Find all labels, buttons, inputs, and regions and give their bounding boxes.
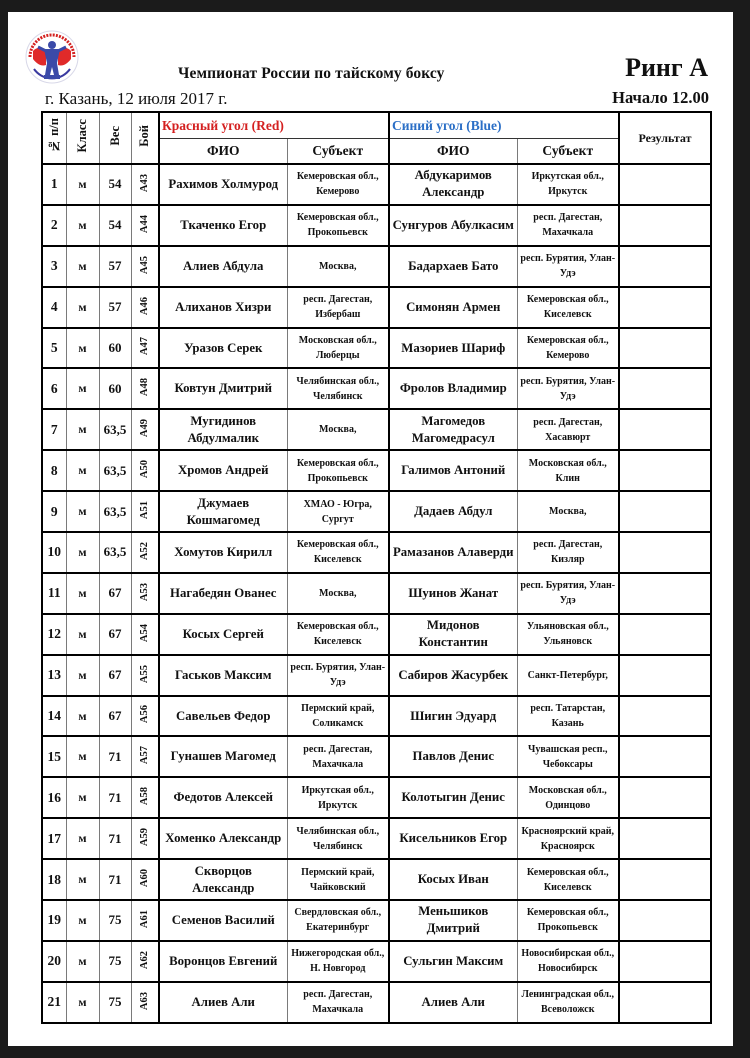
red-fighter-name: Уразов Серек bbox=[159, 328, 287, 369]
red-fighter-name: Скворцов Александр bbox=[159, 859, 287, 900]
blue-corner-header: Синий угол (Blue) bbox=[389, 112, 619, 139]
class-cell: м bbox=[66, 328, 99, 369]
row-number: 5 bbox=[42, 328, 66, 369]
fight-id-cell bbox=[131, 491, 159, 532]
class-cell: м bbox=[66, 164, 99, 205]
table-row bbox=[42, 859, 711, 900]
red-fighter-region: Кемеровская обл., Киселевск bbox=[287, 532, 389, 573]
row-number: 7 bbox=[42, 409, 66, 450]
fight-id-cell bbox=[131, 777, 159, 818]
blue-fighter-name: Сульгин Максим bbox=[389, 941, 517, 982]
class-cell: м bbox=[66, 696, 99, 737]
blue-fighter-name: Шуинов Жанат bbox=[389, 573, 517, 614]
class-cell: м bbox=[66, 532, 99, 573]
blue-fighter-name: Фролов Владимир bbox=[389, 368, 517, 409]
row-number: 11 bbox=[42, 573, 66, 614]
row-number: 19 bbox=[42, 900, 66, 941]
blue-fighter-region: респ. Дагестан, Махачкала bbox=[517, 205, 619, 246]
weight-cell: 67 bbox=[99, 573, 131, 614]
row-number: 17 bbox=[42, 818, 66, 859]
red-fighter-region: респ. Бурятия, Улан-Удэ bbox=[287, 655, 389, 696]
col-header-class: Класс bbox=[66, 112, 99, 164]
class-cell: м bbox=[66, 491, 99, 532]
table-row bbox=[42, 777, 711, 818]
fight-id-label: А63 bbox=[139, 991, 151, 1010]
red-fighter-name: Воронцов Евгений bbox=[159, 941, 287, 982]
red-fighter-name: Хромов Андрей bbox=[159, 450, 287, 491]
fight-id-label: А56 bbox=[139, 705, 151, 724]
red-fighter-name: Рахимов Холмурод bbox=[159, 164, 287, 205]
col-header-weight: Вес bbox=[99, 112, 131, 164]
weight-cell: 63,5 bbox=[99, 450, 131, 491]
red-fighter-region: респ. Дагестан, Махачкала bbox=[287, 736, 389, 777]
fight-id-label: А59 bbox=[139, 828, 151, 847]
red-fighter-name: Джумаев Кошмагомед bbox=[159, 491, 287, 532]
result-cell[interactable] bbox=[619, 777, 711, 818]
fight-id-label: А57 bbox=[139, 746, 151, 765]
row-number: 2 bbox=[42, 205, 66, 246]
fight-id-label: А44 bbox=[139, 214, 151, 233]
fight-id-label: А43 bbox=[139, 173, 151, 192]
red-fighter-name: Хоменко Александр bbox=[159, 818, 287, 859]
blue-fighter-name: Колотыгин Денис bbox=[389, 777, 517, 818]
row-number: 9 bbox=[42, 491, 66, 532]
blue-fighter-name: Галимов Антоний bbox=[389, 450, 517, 491]
class-cell: м bbox=[66, 450, 99, 491]
ring-label: Ринг А bbox=[625, 53, 708, 82]
result-cell[interactable] bbox=[619, 900, 711, 941]
row-number: 4 bbox=[42, 287, 66, 328]
row-number: 8 bbox=[42, 450, 66, 491]
result-cell[interactable] bbox=[619, 205, 711, 246]
fight-id-cell bbox=[131, 246, 159, 287]
red-fighter-region: Москва, bbox=[287, 409, 389, 450]
blue-fighter-name: Павлов Денис bbox=[389, 736, 517, 777]
result-cell[interactable] bbox=[619, 655, 711, 696]
red-fighter-region: Кемеровская обл., Прокопьевск bbox=[287, 450, 389, 491]
fight-id-cell bbox=[131, 328, 159, 369]
table-row bbox=[42, 409, 711, 450]
fight-id-cell bbox=[131, 655, 159, 696]
result-cell[interactable] bbox=[619, 573, 711, 614]
row-number: 13 bbox=[42, 655, 66, 696]
fight-id-label: А48 bbox=[139, 378, 151, 397]
red-fighter-region: Свердловская обл., Екатеринбург bbox=[287, 900, 389, 941]
fight-id-label: А60 bbox=[139, 869, 151, 888]
class-cell: м bbox=[66, 368, 99, 409]
table-header-row bbox=[42, 112, 711, 139]
fight-id-cell bbox=[131, 982, 159, 1023]
class-cell: м bbox=[66, 287, 99, 328]
document-title: Чемпионат России по тайскому боксу bbox=[178, 65, 445, 82]
fight-id-cell bbox=[131, 614, 159, 655]
blue-fighter-name: Рамазанов Алаверди bbox=[389, 532, 517, 573]
blue-fighter-name: Шигин Эдуард bbox=[389, 696, 517, 737]
fight-id-label: А62 bbox=[139, 950, 151, 969]
fight-id-label: А51 bbox=[139, 501, 151, 520]
weight-cell: 71 bbox=[99, 736, 131, 777]
table-row bbox=[42, 655, 711, 696]
red-fighter-region: Нижегородская обл., Н. Новгород bbox=[287, 941, 389, 982]
weight-cell: 67 bbox=[99, 614, 131, 655]
blue-fighter-region: респ. Бурятия, Улан-Удэ bbox=[517, 368, 619, 409]
red-fighter-name: Гаськов Максим bbox=[159, 655, 287, 696]
weight-cell: 60 bbox=[99, 368, 131, 409]
blue-fighter-region: Красноярский край, Красноярск bbox=[517, 818, 619, 859]
red-fighter-region: Пермский край, Чайковский bbox=[287, 859, 389, 900]
weight-cell: 75 bbox=[99, 900, 131, 941]
col-header-red-region: Субъект bbox=[287, 139, 389, 165]
row-number: 18 bbox=[42, 859, 66, 900]
red-fighter-name: Семенов Василий bbox=[159, 900, 287, 941]
federation-logo-icon bbox=[24, 29, 80, 85]
class-cell: м bbox=[66, 859, 99, 900]
table-row bbox=[42, 573, 711, 614]
class-cell: м bbox=[66, 246, 99, 287]
fight-id-label: А54 bbox=[139, 623, 151, 642]
blue-fighter-name: Сабиров Жасурбек bbox=[389, 655, 517, 696]
fight-id-cell bbox=[131, 532, 159, 573]
blue-fighter-region: респ. Дагестан, Кизляр bbox=[517, 532, 619, 573]
weight-cell: 75 bbox=[99, 941, 131, 982]
result-cell[interactable] bbox=[619, 409, 711, 450]
result-cell[interactable] bbox=[619, 696, 711, 737]
result-cell[interactable] bbox=[619, 982, 711, 1023]
red-fighter-name: Алиев Али bbox=[159, 982, 287, 1023]
table-row bbox=[42, 696, 711, 737]
weight-cell: 67 bbox=[99, 655, 131, 696]
table-row bbox=[42, 491, 711, 532]
result-cell[interactable] bbox=[619, 736, 711, 777]
class-cell: м bbox=[66, 736, 99, 777]
row-number: 1 bbox=[42, 164, 66, 205]
weight-cell: 60 bbox=[99, 328, 131, 369]
table-row bbox=[42, 900, 711, 941]
red-fighter-region: Челябинская обл., Челябинск bbox=[287, 818, 389, 859]
red-fighter-region: ХМАО - Югра, Сургут bbox=[287, 491, 389, 532]
table-row bbox=[42, 368, 711, 409]
fight-id-cell bbox=[131, 450, 159, 491]
class-cell: м bbox=[66, 982, 99, 1023]
class-cell: м bbox=[66, 205, 99, 246]
blue-fighter-name: Бадархаев Бато bbox=[389, 246, 517, 287]
table-row bbox=[42, 941, 711, 982]
result-cell[interactable] bbox=[619, 532, 711, 573]
fight-id-cell bbox=[131, 900, 159, 941]
weight-cell: 57 bbox=[99, 287, 131, 328]
blue-fighter-region: Кемеровская обл., Кемерово bbox=[517, 328, 619, 369]
red-fighter-region: Кемеровская обл., Киселевск bbox=[287, 614, 389, 655]
blue-fighter-name: Кисельников Егор bbox=[389, 818, 517, 859]
red-fighter-name: Ткаченко Егор bbox=[159, 205, 287, 246]
col-header-red-name: ФИО bbox=[159, 139, 287, 165]
class-cell: м bbox=[66, 655, 99, 696]
class-cell: м bbox=[66, 941, 99, 982]
table-row bbox=[42, 450, 711, 491]
row-number: 16 bbox=[42, 777, 66, 818]
fight-id-label: А53 bbox=[139, 582, 151, 601]
fight-id-label: А47 bbox=[139, 337, 151, 356]
red-fighter-name: Алиханов Хизри bbox=[159, 287, 287, 328]
place-date: г. Казань, 12 июля 2017 г. bbox=[45, 89, 228, 108]
col-header-fight: Бой bbox=[131, 112, 159, 164]
result-cell[interactable] bbox=[619, 287, 711, 328]
blue-fighter-region: Кемеровская обл., Киселевск bbox=[517, 287, 619, 328]
weight-cell: 75 bbox=[99, 982, 131, 1023]
result-cell[interactable] bbox=[619, 859, 711, 900]
blue-fighter-region: Московская обл., Одинцово bbox=[517, 777, 619, 818]
blue-fighter-region: Кемеровская обл., Киселевск bbox=[517, 859, 619, 900]
blue-fighter-region: Ленинградская обл., Всеволожск bbox=[517, 982, 619, 1023]
fight-id-cell bbox=[131, 164, 159, 205]
fight-id-cell bbox=[131, 368, 159, 409]
red-fighter-region: Москва, bbox=[287, 246, 389, 287]
fight-id-cell bbox=[131, 941, 159, 982]
red-fighter-name: Косых Сергей bbox=[159, 614, 287, 655]
fight-id-cell bbox=[131, 409, 159, 450]
weight-cell: 71 bbox=[99, 818, 131, 859]
blue-fighter-region: респ. Бурятия, Улан-Удэ bbox=[517, 246, 619, 287]
result-cell[interactable] bbox=[619, 941, 711, 982]
col-header-blue-region: Субъект bbox=[517, 139, 619, 165]
fight-schedule-table bbox=[41, 111, 712, 1024]
red-fighter-name: Хомутов Кирилл bbox=[159, 532, 287, 573]
blue-fighter-name: Абдукаримов Александр bbox=[389, 164, 517, 205]
row-number: 20 bbox=[42, 941, 66, 982]
col-header-num: № п/п bbox=[42, 112, 66, 164]
row-number: 21 bbox=[42, 982, 66, 1023]
table-row bbox=[42, 982, 711, 1023]
result-cell[interactable] bbox=[619, 328, 711, 369]
weight-cell: 57 bbox=[99, 246, 131, 287]
fight-id-cell bbox=[131, 696, 159, 737]
red-fighter-region: Пермский край, Соликамск bbox=[287, 696, 389, 737]
table-row bbox=[42, 287, 711, 328]
row-number: 3 bbox=[42, 246, 66, 287]
red-fighter-name: Ковтун Дмитрий bbox=[159, 368, 287, 409]
row-number: 6 bbox=[42, 368, 66, 409]
weight-cell: 54 bbox=[99, 205, 131, 246]
red-fighter-region: Иркутская обл., Иркутск bbox=[287, 777, 389, 818]
fight-id-label: А49 bbox=[139, 419, 151, 438]
red-fighter-region: Челябинская обл., Челябинск bbox=[287, 368, 389, 409]
red-corner-header: Красный угол (Red) bbox=[159, 112, 389, 139]
result-cell[interactable] bbox=[619, 614, 711, 655]
weight-cell: 63,5 bbox=[99, 491, 131, 532]
class-cell: м bbox=[66, 900, 99, 941]
table-row bbox=[42, 736, 711, 777]
table-row bbox=[42, 205, 711, 246]
result-cell[interactable] bbox=[619, 491, 711, 532]
fight-id-cell bbox=[131, 287, 159, 328]
blue-fighter-region: Новосибирская обл., Новосибирск bbox=[517, 941, 619, 982]
blue-fighter-name: Алиев Али bbox=[389, 982, 517, 1023]
fight-id-label: А50 bbox=[139, 460, 151, 479]
result-cell[interactable] bbox=[619, 164, 711, 205]
fight-id-cell bbox=[131, 573, 159, 614]
blue-fighter-name: Мидонов Константин bbox=[389, 614, 517, 655]
blue-fighter-name: Меньшиков Дмитрий bbox=[389, 900, 517, 941]
blue-fighter-region: респ. Бурятия, Улан-Удэ bbox=[517, 573, 619, 614]
fight-id-cell bbox=[131, 818, 159, 859]
red-fighter-name: Алиев Абдула bbox=[159, 246, 287, 287]
fight-id-label: А58 bbox=[139, 787, 151, 806]
table-row bbox=[42, 328, 711, 369]
weight-cell: 63,5 bbox=[99, 409, 131, 450]
blue-fighter-region: Кемеровская обл., Прокопьевск bbox=[517, 900, 619, 941]
red-fighter-name: Гунашев Магомед bbox=[159, 736, 287, 777]
red-fighter-name: Савельев Федор bbox=[159, 696, 287, 737]
row-number: 12 bbox=[42, 614, 66, 655]
table-row bbox=[42, 614, 711, 655]
class-cell: м bbox=[66, 777, 99, 818]
red-fighter-region: Москва, bbox=[287, 573, 389, 614]
result-cell[interactable] bbox=[619, 450, 711, 491]
fight-id-label: А55 bbox=[139, 664, 151, 683]
result-cell[interactable] bbox=[619, 246, 711, 287]
fight-id-label: А52 bbox=[139, 541, 151, 560]
red-fighter-region: респ. Дагестан, Махачкала bbox=[287, 982, 389, 1023]
red-fighter-region: Московская обл., Люберцы bbox=[287, 328, 389, 369]
red-fighter-name: Мугидинов Абдулмалик bbox=[159, 409, 287, 450]
blue-fighter-region: Московская обл., Клин bbox=[517, 450, 619, 491]
red-fighter-name: Нагабедян Ованес bbox=[159, 573, 287, 614]
blue-fighter-name: Симонян Армен bbox=[389, 287, 517, 328]
blue-fighter-region: Чувашская респ., Чебоксары bbox=[517, 736, 619, 777]
fight-id-label: А46 bbox=[139, 296, 151, 315]
blue-fighter-region: Иркутская обл., Иркутск bbox=[517, 164, 619, 205]
blue-fighter-name: Косых Иван bbox=[389, 859, 517, 900]
document-page bbox=[8, 12, 733, 1046]
blue-fighter-name: Мазориев Шариф bbox=[389, 328, 517, 369]
weight-cell: 63,5 bbox=[99, 532, 131, 573]
row-number: 10 bbox=[42, 532, 66, 573]
blue-fighter-region: Санкт-Петербург, bbox=[517, 655, 619, 696]
weight-cell: 54 bbox=[99, 164, 131, 205]
blue-fighter-region: респ. Дагестан, Хасавюрт bbox=[517, 409, 619, 450]
result-cell[interactable] bbox=[619, 818, 711, 859]
fight-id-label: А61 bbox=[139, 909, 151, 929]
class-cell: м bbox=[66, 573, 99, 614]
red-fighter-name: Федотов Алексей bbox=[159, 777, 287, 818]
fight-id-cell bbox=[131, 859, 159, 900]
blue-fighter-region: Ульяновская обл., Ульяновск bbox=[517, 614, 619, 655]
weight-cell: 67 bbox=[99, 696, 131, 737]
weight-cell: 71 bbox=[99, 859, 131, 900]
class-cell: м bbox=[66, 614, 99, 655]
weight-cell: 71 bbox=[99, 777, 131, 818]
blue-fighter-region: респ. Татарстан, Казань bbox=[517, 696, 619, 737]
blue-fighter-name: Сунгуров Абулкасим bbox=[389, 205, 517, 246]
blue-fighter-region: Москва, bbox=[517, 491, 619, 532]
col-header-blue-name: ФИО bbox=[389, 139, 517, 165]
red-fighter-region: Кемеровская обл., Кемерово bbox=[287, 164, 389, 205]
blue-fighter-name: Дадаев Абдул bbox=[389, 491, 517, 532]
fight-id-cell bbox=[131, 205, 159, 246]
table-row bbox=[42, 164, 711, 205]
table-row bbox=[42, 246, 711, 287]
result-cell[interactable] bbox=[619, 368, 711, 409]
class-cell: м bbox=[66, 818, 99, 859]
start-time: Начало 12.00 bbox=[612, 88, 709, 107]
fight-id-label: А45 bbox=[139, 255, 151, 274]
red-fighter-region: Кемеровская обл., Прокопьевск bbox=[287, 205, 389, 246]
col-header-result: Результат bbox=[619, 112, 711, 164]
red-fighter-region: респ. Дагестан, Избербаш bbox=[287, 287, 389, 328]
table-row bbox=[42, 818, 711, 859]
fight-id-cell bbox=[131, 736, 159, 777]
class-cell: м bbox=[66, 409, 99, 450]
row-number: 15 bbox=[42, 736, 66, 777]
row-number: 14 bbox=[42, 696, 66, 737]
blue-fighter-name: Магомедов Магомедрасул bbox=[389, 409, 517, 450]
table-row bbox=[42, 532, 711, 573]
